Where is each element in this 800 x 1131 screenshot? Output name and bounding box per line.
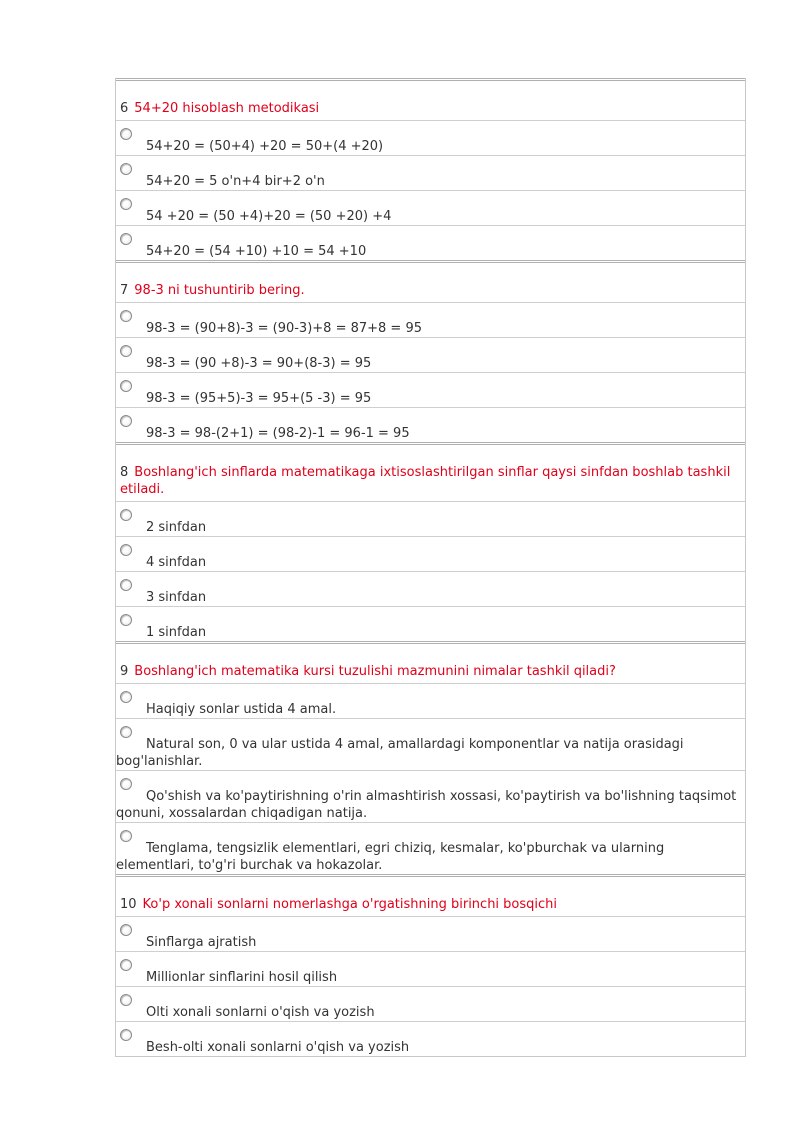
radio-button-icon[interactable] <box>120 691 132 703</box>
answer-option[interactable] <box>116 303 745 338</box>
answer-option[interactable] <box>116 338 745 373</box>
answer-option-label: Besh-olti xonali sonlarni o'qish va yozish <box>146 1040 410 1055</box>
question-number: 7 <box>120 283 129 298</box>
answer-option[interactable] <box>116 684 745 719</box>
answer-option[interactable] <box>116 917 745 952</box>
answer-option-label: 54+20 = 5 o'n+4 bir+2 o'n <box>146 174 325 189</box>
question-header <box>116 81 745 121</box>
radio-button-icon[interactable] <box>120 726 132 738</box>
radio-button-icon[interactable] <box>120 380 132 392</box>
answer-option[interactable] <box>116 156 745 191</box>
question-text: 98-3 ni tushuntirib bering. <box>134 283 305 298</box>
answer-option-label: 2 sinfdan <box>146 520 207 535</box>
radio-button-icon[interactable] <box>120 924 132 936</box>
radio-button-icon[interactable] <box>120 1029 132 1041</box>
answer-option-label: 98-3 = (90+8)-3 = (90-3)+8 = 87+8 = 95 <box>146 321 423 336</box>
radio-button-icon[interactable] <box>120 310 132 322</box>
radio-button-icon[interactable] <box>120 778 132 790</box>
answer-option[interactable] <box>116 719 745 771</box>
question-header <box>116 263 745 303</box>
answer-option-label: 98-3 = (90 +8)-3 = 90+(8-3) = 95 <box>146 356 372 371</box>
answer-option-label: 3 sinfdan <box>146 590 207 605</box>
answer-option[interactable] <box>116 952 745 987</box>
answer-option-label: 54 +20 = (50 +4)+20 = (50 +20) +4 <box>146 209 392 224</box>
answer-option[interactable] <box>116 537 745 572</box>
radio-button-icon[interactable] <box>120 233 132 245</box>
answer-option-label: Sinflarga ajratish <box>146 935 257 950</box>
question-text: Ko'p xonali sonlarni nomerlashga o'rgatishning birinchi bosqichi <box>142 897 558 912</box>
radio-button-icon[interactable] <box>120 614 132 626</box>
question-number: 8 <box>120 465 129 480</box>
answer-option-label: Qo'shish va ko'paytirishning o'rin almashtirish xossasi, ko'paytirish va bo'lishning taqsimot qonuni, xossalardan chiqadigan natija. <box>116 789 737 821</box>
answer-option[interactable] <box>116 191 745 226</box>
radio-button-icon[interactable] <box>120 345 132 357</box>
answer-option[interactable] <box>116 987 745 1022</box>
question-number: 6 <box>120 101 129 116</box>
answer-option[interactable] <box>116 121 745 156</box>
question-number: 10 <box>120 897 137 912</box>
question-number: 9 <box>120 664 129 679</box>
answer-option-label: 4 sinfdan <box>146 555 207 570</box>
answer-option[interactable] <box>116 373 745 408</box>
question-text: Boshlang'ich sinflarda matematikaga ixtisoslashtirilgan sinflar qaysi sinfdan boshlab tashkil etiladi. <box>120 465 731 497</box>
radio-button-icon[interactable] <box>120 830 132 842</box>
answer-option[interactable] <box>116 607 745 641</box>
question-header <box>116 644 745 684</box>
question-text: 54+20 hisoblash metodikasi <box>134 101 320 116</box>
answer-option-label: 54+20 = (50+4) +20 = 50+(4 +20) <box>146 139 384 154</box>
question-header <box>116 445 745 502</box>
question-block <box>116 442 745 641</box>
answer-option[interactable] <box>116 1022 745 1056</box>
answer-option-label: 98-3 = 98-(2+1) = (98-2)-1 = 96-1 = 95 <box>146 426 410 441</box>
answer-option[interactable] <box>116 823 745 874</box>
answer-option-label: Millionlar sinflarini hosil qilish <box>146 970 338 985</box>
question-block <box>116 641 745 874</box>
answer-option[interactable] <box>116 502 745 537</box>
answer-option[interactable] <box>116 226 745 260</box>
answer-option-label: Natural son, 0 va ular ustida 4 amal, amallardagi komponentlar va natija orasidagi bog'lanishlar. <box>116 737 684 769</box>
answer-option-label: 1 sinfdan <box>146 625 207 640</box>
answer-option-label: 98-3 = (95+5)-3 = 95+(5 -3) = 95 <box>146 391 372 406</box>
question-block <box>116 260 745 442</box>
radio-button-icon[interactable] <box>120 128 132 140</box>
radio-button-icon[interactable] <box>120 415 132 427</box>
radio-button-icon[interactable] <box>120 198 132 210</box>
answer-option[interactable] <box>116 771 745 823</box>
question-block <box>116 78 745 260</box>
radio-button-icon[interactable] <box>120 509 132 521</box>
answer-option-label: Haqiqiy sonlar ustida 4 amal. <box>146 702 337 717</box>
answer-option[interactable] <box>116 408 745 442</box>
answer-option[interactable] <box>116 572 745 607</box>
answer-option-label: Olti xonali sonlarni o'qish va yozish <box>146 1005 375 1020</box>
question-header <box>116 877 745 917</box>
question-block <box>116 874 745 1056</box>
radio-button-icon[interactable] <box>120 163 132 175</box>
radio-button-icon[interactable] <box>120 959 132 971</box>
radio-button-icon[interactable] <box>120 994 132 1006</box>
radio-button-icon[interactable] <box>120 544 132 556</box>
answer-option-label: Tenglama, tengsizlik elementlari, egri chiziq, kesmalar, ko'pburchak va ularning elementlari, to'g'ri burchak va hokazolar. <box>116 841 665 873</box>
question-text: Boshlang'ich matematika kursi tuzulishi mazmunini nimalar tashkil qiladi? <box>134 664 616 679</box>
quiz-container <box>115 78 746 1057</box>
radio-button-icon[interactable] <box>120 579 132 591</box>
answer-option-label: 54+20 = (54 +10) +10 = 54 +10 <box>146 244 367 259</box>
